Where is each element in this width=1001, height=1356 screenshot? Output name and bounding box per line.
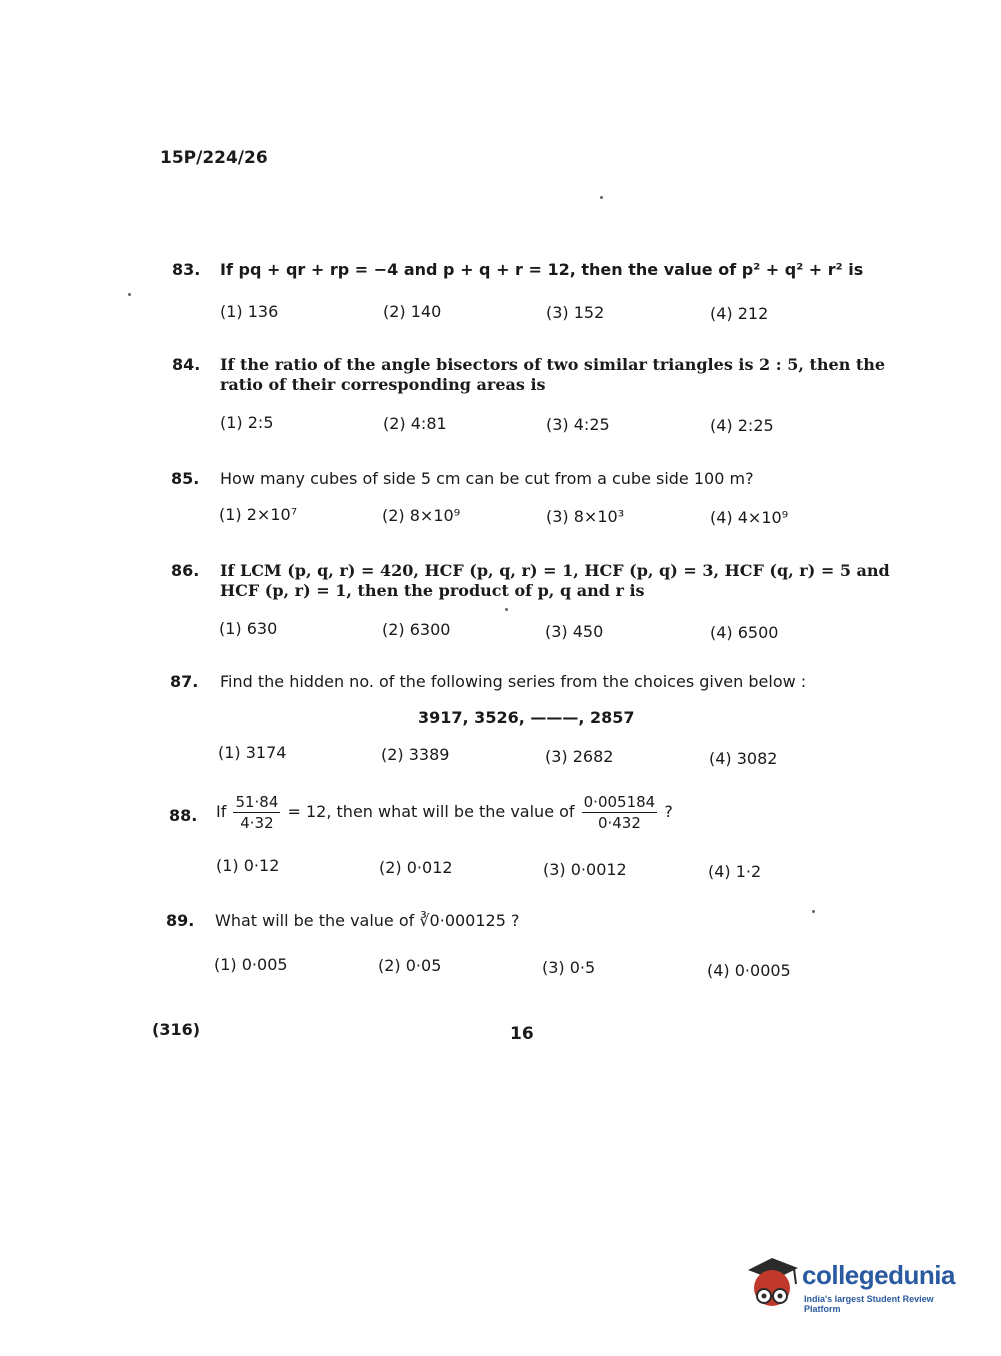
option-2: (2) 0·012 [379,858,453,877]
fraction-1-denominator: 4·32 [240,814,274,832]
question-number: 84. [172,355,201,374]
option-1: (1) 0·12 [216,856,280,875]
option-3: (3) 0·0012 [543,860,627,879]
option-1: (1) 2:5 [220,413,274,432]
question-text [216,792,896,833]
option-2: (2) 8×10⁹ [382,506,461,525]
option-4: (4) 0·0005 [707,961,791,980]
fraction-2-denominator: 0·432 [597,814,641,832]
brand-name: collegedunia [802,1260,955,1290]
option-3: (3) 152 [546,303,605,322]
question-number: 83. [172,260,201,279]
fraction-2-numerator: 0·005184 [583,793,656,811]
scan-speck [600,196,603,199]
question-suffix: ? [664,802,673,821]
option-1: (1) 630 [219,619,278,638]
option-3: (3) 450 [545,622,604,641]
fraction-1 [233,792,280,833]
footer-code: (316) [152,1020,201,1039]
question-number: 88. [169,806,198,825]
question-number: 85. [171,469,200,488]
question-text: If pq + qr + rp = −4 and p + q + r = 12, then the value of p² + q² + r² is [220,260,864,279]
option-2: (2) 6300 [382,620,451,639]
question-text: If the ratio of the angle bisectors of two similar triangles is 2 : 5, then the ratio of their corresponding areas is [220,355,886,394]
option-2: (2) 140 [383,302,442,321]
option-1: (1) 0·005 [214,955,288,974]
series-sequence: 3917, 3526, ———, 2857 [418,708,635,727]
option-4: (4) 4×10⁹ [710,508,789,527]
option-2: (2) 0·05 [378,956,442,975]
question-text: What will be the value of ∛0·000125 ? [215,911,520,930]
fraction-2 [582,792,658,833]
option-3: (3) 8×10³ [546,507,625,526]
scan-speck [812,910,815,913]
option-4: (4) 2:25 [710,416,774,435]
question-number: 87. [170,672,199,691]
mascot-icon [742,1252,802,1314]
question-text: How many cubes of side 5 cm can be cut from a cube side 100 m? [220,469,754,488]
option-2: (2) 4:81 [383,414,447,433]
scan-speck [128,293,131,296]
brand-tagline: India's largest Student Review Platform [804,1294,934,1314]
option-1: (1) 2×10⁷ [219,505,298,524]
paper-code: 15P/224/26 [160,148,268,168]
collegedunia-watermark [742,1252,972,1314]
question-text: Find the hidden no. of the following series from the choices given below : [220,672,807,691]
option-3: (3) 0·5 [542,958,596,977]
question-number: 89. [166,911,195,930]
option-3: (3) 2682 [545,747,614,766]
question-text: If LCM (p, q, r) = 420, HCF (p, q, r) = 1, HCF (p, q) = 3, HCF (q, r) = 5 and HCF (p, r) = 1, then the product of p, q and r is [220,561,890,600]
option-4: (4) 1·2 [708,862,762,881]
option-3: (3) 4:25 [546,415,610,434]
fraction-1-numerator: 51·84 [235,793,279,811]
option-4: (4) 212 [710,304,769,323]
question-middle: = 12, then what will be the value of [287,802,575,821]
option-1: (1) 136 [220,302,279,321]
option-1: (1) 3174 [218,743,287,762]
scan-speck [505,608,508,611]
page-number: 16 [510,1024,534,1044]
option-4: (4) 6500 [710,623,779,642]
option-4: (4) 3082 [709,749,778,768]
question-prefix: If [216,802,227,821]
question-number: 86. [171,561,200,580]
option-2: (2) 3389 [381,745,450,764]
